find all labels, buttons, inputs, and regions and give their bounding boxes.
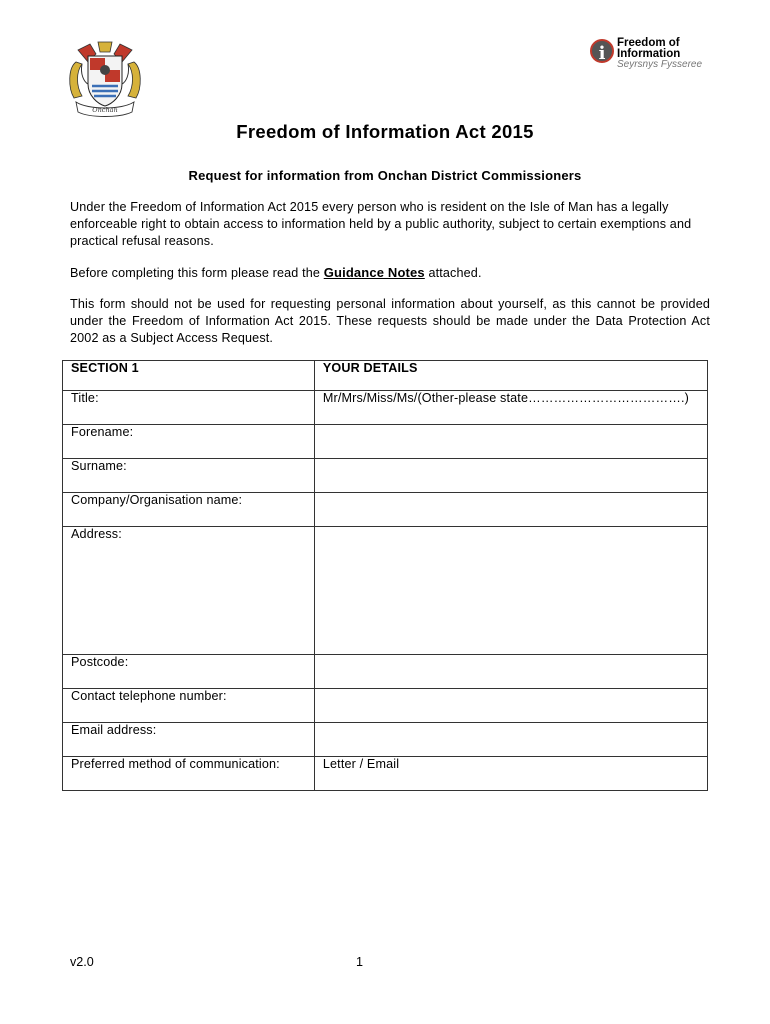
guidance-text-after: attached. [424,266,482,280]
company-field[interactable] [314,493,707,527]
table-row [63,391,708,425]
postcode-field[interactable] [314,655,707,689]
forename-field[interactable] [314,425,707,459]
title-field[interactable]: Mr/Mrs/Miss/Ms/(Other-please state……………………………….) [314,391,707,425]
onchan-crest-logo [66,40,144,120]
table-row [63,527,708,655]
table-row [63,425,708,459]
crest-motto-text: Onchan [92,106,118,114]
email-field[interactable] [314,723,707,757]
surname-label: Surname: [63,459,315,493]
intro-paragraph: Under the Freedom of Information Act 2015 every person who is resident on the Isle of Man has a legally enforceable right to obtain access to information held by a public authority, subject to certain exemptions and practical refusal reasons. [70,200,692,248]
table-row [63,757,708,791]
info-icon: i [590,39,614,63]
guidance-text-before: Before completing this form please read the [70,266,324,280]
details-header: YOUR DETAILS [314,361,707,391]
your-details-table [62,360,708,791]
page-subtitle: Request for information from Onchan District Commissioners [188,168,582,183]
table-row [63,655,708,689]
table-row [63,723,708,757]
section-header: SECTION 1 [63,361,315,391]
table-header-row [63,361,708,391]
page-number: 1 [356,955,364,969]
guidance-notes-link[interactable]: Guidance Notes [323,265,425,280]
address-label: Address: [63,527,315,655]
telephone-field[interactable] [314,689,707,723]
foi-logo-line2: Information [617,48,681,60]
telephone-label: Contact telephone number: [63,689,315,723]
postcode-label: Postcode: [63,655,315,689]
communication-field[interactable]: Letter / Email [314,757,707,791]
table-row [63,689,708,723]
communication-label: Preferred method of communication: [63,757,315,791]
page-title: Freedom of Information Act 2015 [236,121,534,142]
email-label: Email address: [63,723,315,757]
surname-field[interactable] [314,459,707,493]
table-row [63,459,708,493]
data-protection-paragraph: This form should not be used for requesting personal information about yourself, as this cannot be provided under the Freedom of Information Act 2015. These requests should be made under the Data Protection Act 2002 as a Subject Access Request. [70,297,710,345]
guidance-paragraph [70,264,710,282]
version-label: v2.0 [70,955,94,969]
foi-logo-manx: Seyrsnys Fysseree [617,59,703,70]
address-field[interactable] [314,527,707,655]
company-label: Company/Organisation name: [63,493,315,527]
title-label: Title: [63,391,315,425]
foi-logo [590,37,702,71]
forename-label: Forename: [63,425,315,459]
foi-logo-line1: Freedom of [617,37,680,49]
table-row [63,493,708,527]
